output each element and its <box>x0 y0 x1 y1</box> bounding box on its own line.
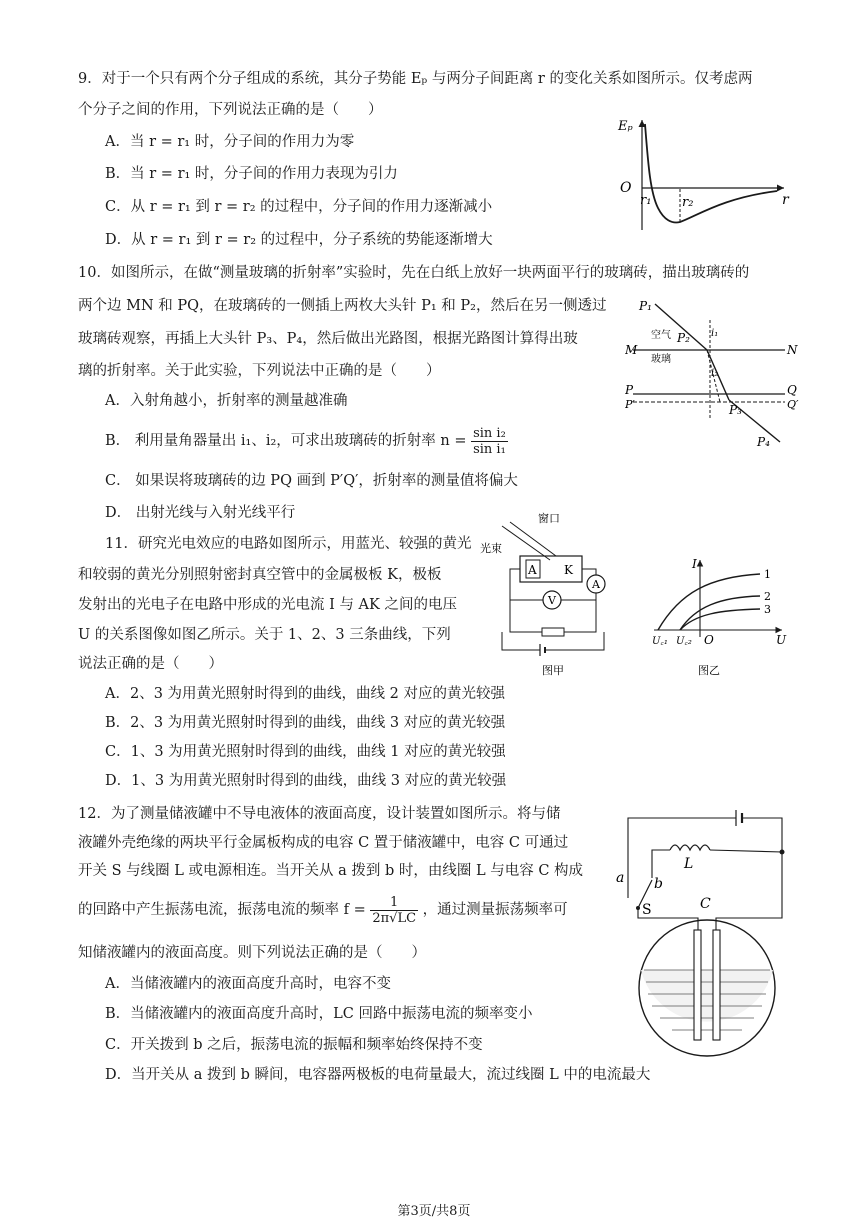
q10-stem-line2: 两个边 MN 和 PQ，在玻璃砖的一侧插上两枚大头针 P₁ 和 P₂，然后在另一侧透过 <box>78 298 607 314</box>
q12-lc-tank-diagram <box>612 798 792 1058</box>
q11-stem-line3: 发射出的光电子在电路中形成的光电流 I 与 AK 之间的电压 <box>78 597 457 613</box>
q10-option-b-text: B． 利用量角器量出 i₁、i₂，可求出玻璃砖的折射率 n = <box>105 433 467 449</box>
q11-circuit-diagram <box>480 512 630 677</box>
q10-p-label: P <box>625 383 634 397</box>
q10-option-d: D． 出射光线与入射光线平行 <box>105 505 296 521</box>
q12-switch-b-label: b <box>654 876 663 892</box>
q10-stem-line1: 10．如图所示，在做“测量玻璃的折射率”实验时，先在白纸上放好一块两面平行的玻璃砖，描出玻璃砖的 <box>78 265 750 281</box>
q12-switch-s-label: S <box>642 902 652 918</box>
q11-uc1-label: U꜀₁ <box>652 636 668 647</box>
q11-cathode-label: K <box>564 563 573 577</box>
q12-fraction-denominator: 2π√LC <box>372 910 417 926</box>
q12-stem-line4-suffix: ，通过测量振荡频率可 <box>422 902 568 918</box>
q10-fraction-denominator: sin i₁ <box>473 441 506 457</box>
q12-coil-l-label: L <box>684 856 694 872</box>
q9-r2-label: r₂ <box>682 195 694 210</box>
q10-i2-label: i₂ <box>711 368 719 379</box>
q11-option-b: B．2、3 为用黄光照射时得到的曲线，曲线 3 对应的黄光较强 <box>105 715 506 731</box>
q10-qprime-label: Q′ <box>787 398 799 411</box>
q9-stem-line1: 9．对于一个只有两个分子组成的系统，其分子势能 Eₚ 与两分子间距离 r 的变化关系如图所示。仅考虑两 <box>78 71 753 87</box>
q11-stem-line5: 说法正确的是（ ） <box>78 656 223 672</box>
q11-window-label: 窗口 <box>538 512 560 525</box>
q12-option-a: A．当储液罐内的液面高度升高时，电容不变 <box>105 976 391 992</box>
q10-i1-label: i₁ <box>711 328 719 339</box>
q10-pprime-label: P′ <box>625 398 635 411</box>
q11-option-a: A．2、3 为用黄光照射时得到的曲线，曲线 2 对应的黄光较强 <box>105 686 505 702</box>
q12-frequency-fraction <box>370 895 418 926</box>
q9-option-a: A．当 r = r₁ 时，分子间的作用力为零 <box>105 134 355 150</box>
q10-option-c: C． 如果误将玻璃砖的边 PQ 画到 P′Q′，折射率的测量值将偏大 <box>105 473 518 489</box>
q10-p1-label: P₁ <box>639 299 652 313</box>
q10-option-a: A．入射角越小，折射率的测量越准确 <box>105 393 348 409</box>
q10-stem-line3: 玻璃砖观察，再插上大头针 P₃、P₄，然后做出光路图，根据光路图计算得出玻 <box>78 331 578 347</box>
q12-option-c: C．开关拨到 b 之后，振荡电流的振幅和频率始终保持不变 <box>105 1037 483 1053</box>
q12-stem-line3: 开关 S 与线圈 L 或电源相连。当开关从 a 拨到 b 时，由线圈 L 与电容 C 构成 <box>78 863 584 879</box>
q11-curve-3-label: 3 <box>764 603 771 616</box>
q12-stem-line5: 知储液罐内的液面高度。则下列说法正确的是（ ） <box>78 945 426 961</box>
q11-uc2-label: U꜀₂ <box>676 636 692 647</box>
q11-graph-i-label: I <box>692 557 697 571</box>
q9-option-c: C．从 r = r₁ 到 r = r₂ 的过程中，分子间的作用力逐渐减小 <box>105 199 493 215</box>
q9-ylabel: Eₚ <box>618 119 633 134</box>
q10-option-b <box>105 422 508 460</box>
q10-p3-label: P₃ <box>729 403 742 417</box>
q10-refraction-diagram <box>625 290 800 455</box>
q9-option-b: B．当 r = r₁ 时，分子间的作用力表现为引力 <box>105 166 398 182</box>
q12-stem-line4 <box>78 890 568 930</box>
q11-anode-label: A <box>528 563 537 577</box>
q12-stem-line1: 12．为了测量储液罐中不导电液体的液面高度，设计装置如图所示。将与储 <box>78 806 561 822</box>
q12-stem-line2: 液罐外壳绝缘的两块平行金属板构成的电容 C 置于储液罐中，电容 C 可通过 <box>78 835 569 851</box>
q12-switch-a-label: a <box>616 870 625 886</box>
q11-figa-caption: 图甲 <box>542 664 564 677</box>
page-footer: 第3页/共8页 <box>397 1204 471 1219</box>
q10-m-label: M <box>625 343 638 357</box>
q9-option-d: D．从 r = r₁ 到 r = r₂ 的过程中，分子系统的势能逐渐增大 <box>105 232 493 248</box>
q11-curve-1-label: 1 <box>764 568 771 581</box>
q11-figb-caption: 图乙 <box>698 664 720 677</box>
q9-xlabel: r <box>782 192 789 208</box>
q12-stem-line4-text: 的回路中产生振荡电流，振荡电流的频率 f = <box>78 902 366 918</box>
q11-graph-origin-label: O <box>704 633 714 647</box>
q11-beam-label: 光束 <box>480 542 502 555</box>
q9-potential-energy-graph <box>612 112 797 237</box>
q11-voltmeter-label: V <box>548 594 556 607</box>
q10-p4-label: P₄ <box>757 435 770 449</box>
q11-iu-graph <box>650 552 790 677</box>
q10-refraction-fraction <box>471 426 508 457</box>
q11-curve-2-label: 2 <box>764 590 771 603</box>
q11-stem-line1: 11．研究光电效应的电路如图所示，用蓝光、较强的黄光 <box>105 536 472 552</box>
q10-stem-line4: 璃的折射率。关于此实验，下列说法中正确的是（ ） <box>78 363 441 379</box>
q9-r1-label: r₁ <box>640 193 652 208</box>
q12-fraction-numerator: 1 <box>370 895 418 911</box>
q10-p2-label: P₂ <box>677 331 690 345</box>
q9-origin-label: O <box>620 180 632 196</box>
q10-fraction-numerator: sin i₂ <box>473 425 506 441</box>
q10-air-label: 空气 <box>651 330 671 341</box>
q10-q-label: Q <box>787 383 797 397</box>
q11-ammeter-label: A <box>592 578 600 591</box>
q11-stem-line4: U 的关系图像如图乙所示。关于 1、2、3 三条曲线，下列 <box>78 627 451 643</box>
q12-capacitor-c-label: C <box>700 896 711 912</box>
q10-n-label: N <box>787 343 798 357</box>
q12-option-b: B．当储液罐内的液面高度升高时，LC 回路中振荡电流的频率变小 <box>105 1006 533 1022</box>
q11-stem-line2: 和较弱的黄光分别照射密封真空管中的金属极板 K，极板 <box>78 567 442 583</box>
q11-option-c: C．1、3 为用黄光照射时得到的曲线，曲线 1 对应的黄光较强 <box>105 744 506 760</box>
q12-option-d: D．当开关从 a 拨到 b 瞬间，电容器两极板的电荷量最大，流过线圈 L 中的电流最大 <box>105 1067 651 1083</box>
q9-stem-line2: 个分子之间的作用，下列说法正确的是（ ） <box>78 102 383 118</box>
q11-option-d: D．1、3 为用黄光照射时得到的曲线，曲线 3 对应的黄光较强 <box>105 773 507 789</box>
q11-graph-u-label: U <box>776 633 787 647</box>
q10-glass-label: 玻璃 <box>651 354 671 365</box>
